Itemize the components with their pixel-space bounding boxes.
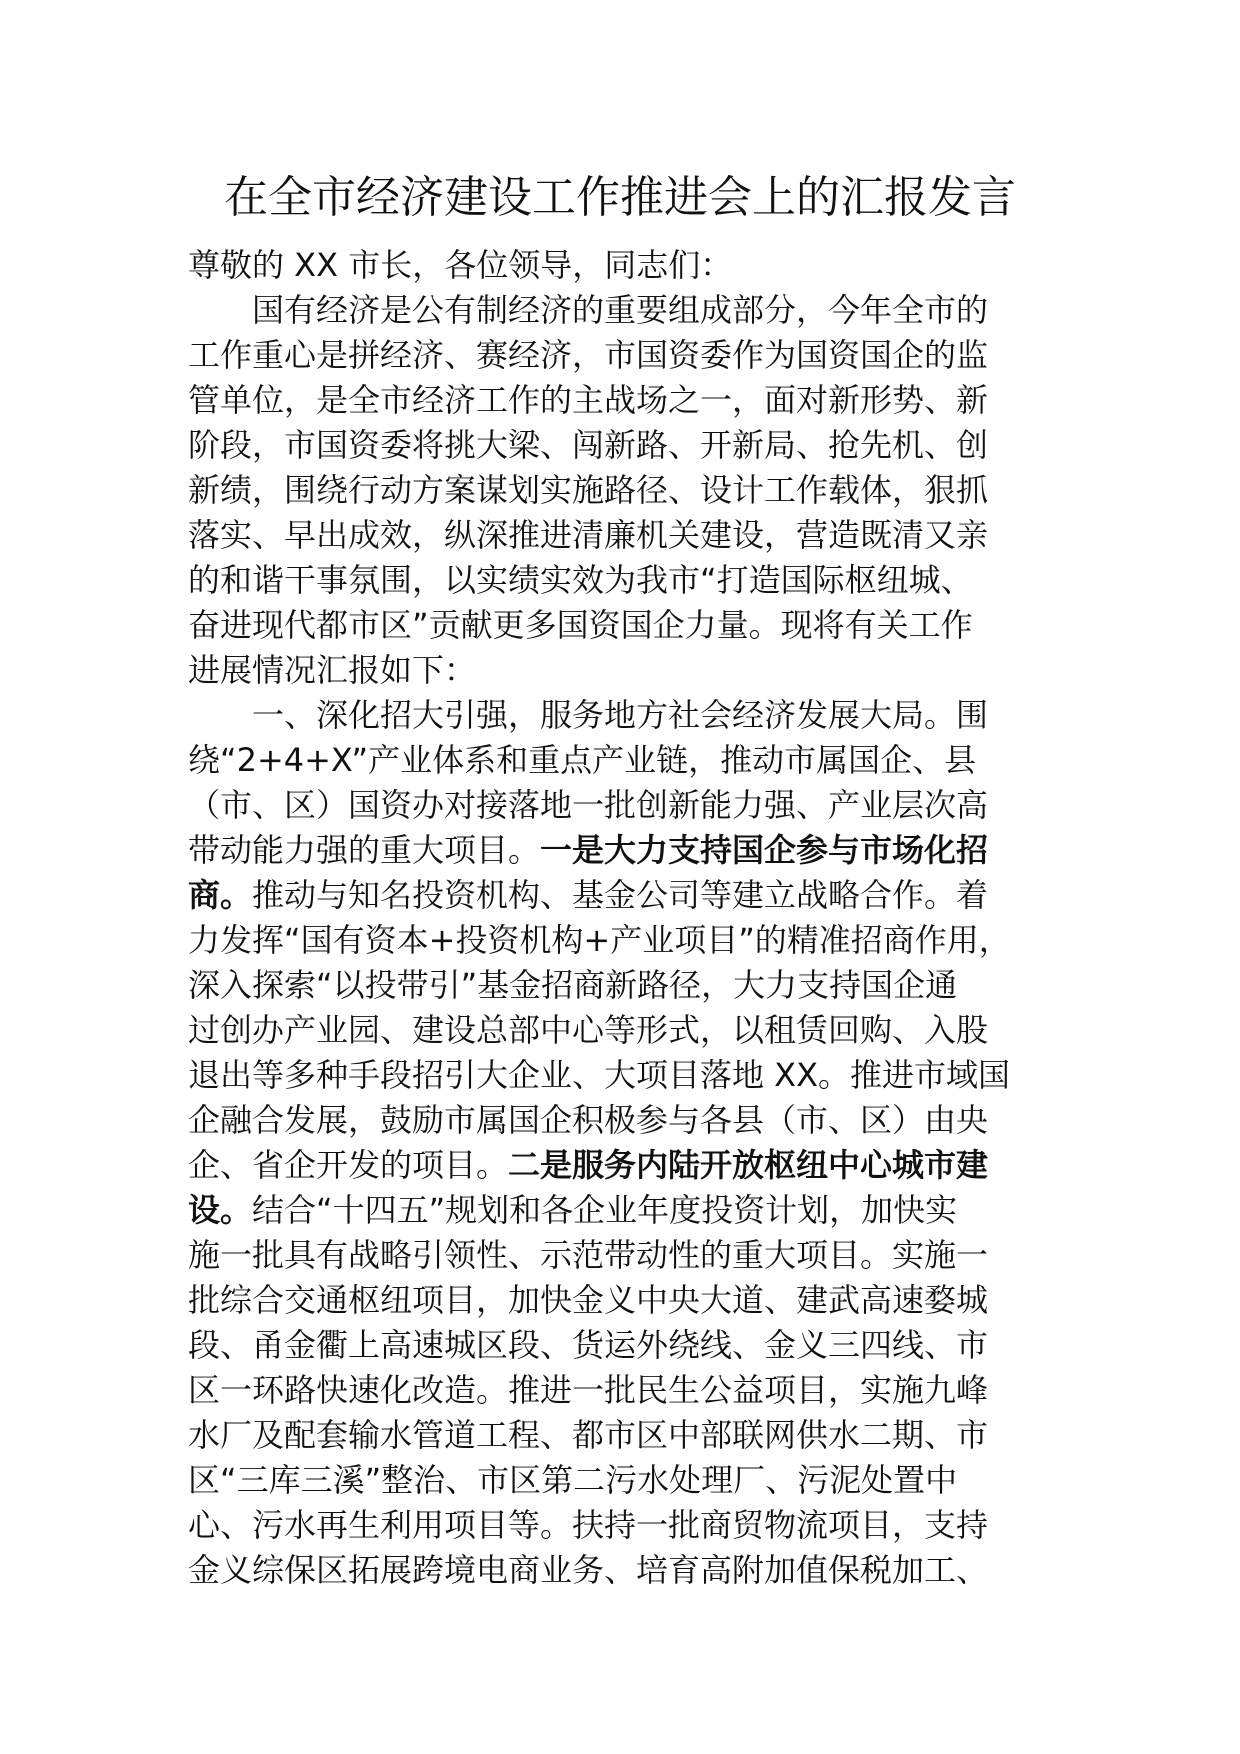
text-segment: 企、省企开发的项目。 [188, 1146, 509, 1184]
bold-text-segment: 二是服务内陆开放枢纽中心城市建 [508, 1146, 989, 1184]
text-line [188, 648, 1056, 693]
bold-text-segment: 设。 [188, 1191, 253, 1229]
text-line [188, 603, 1056, 648]
text-segment: 进展情况汇报如下： [188, 651, 477, 689]
text-line [188, 468, 1056, 513]
text-segment: 段、甬金衢上高速城区段、货运外绕线、金义三四线、市 [188, 1326, 989, 1364]
text-line [188, 1143, 1056, 1188]
text-line [188, 738, 1056, 783]
text-line [188, 513, 1056, 558]
text-segment: 工作重心是拼经济、赛经济，市国资委作为国资国企的监 [188, 336, 989, 374]
document-body [188, 243, 1056, 1593]
text-segment: 退出等多种手段招引大企业、大项目落地 XX。推进市域国 [188, 1056, 1011, 1094]
text-line [188, 1548, 1056, 1593]
text-line [188, 1413, 1056, 1458]
text-line [188, 1053, 1056, 1098]
text-line [188, 918, 1056, 963]
text-segment: 新绩，围绕行动方案谋划实施路径、设计工作载体，狠抓 [188, 471, 989, 509]
text-segment: 心、污水再生利用项目等。扶持一批商贸物流项目，支持 [188, 1506, 989, 1544]
text-segment: 水厂及配套输水管道工程、都市区中部联网供水二期、市 [188, 1416, 989, 1454]
text-line [188, 828, 1056, 873]
text-line [188, 873, 1056, 918]
text-segment: 批综合交通枢纽项目，加快金义中央大道、建武高速婺城 [188, 1281, 989, 1319]
text-line [188, 1503, 1056, 1548]
text-line [188, 423, 1056, 468]
text-segment: 结合“十四五”规划和各企业年度投资计划，加快实 [252, 1191, 958, 1229]
paragraph-lines [188, 288, 1056, 1593]
text-segment: 区“三库三溪”整治、市区第二污水处理厂、污泥处置中 [188, 1461, 958, 1499]
text-line [188, 1323, 1056, 1368]
text-segment: 国有经济是公有制经济的重要组成部分，今年全市的 [252, 291, 989, 329]
text-segment: （市、区）国资办对接落地一批创新能力强、产业层次高 [188, 786, 989, 824]
text-line [188, 783, 1056, 828]
text-segment: 推动与知名投资机构、基金公司等建立战略合作。着 [252, 876, 989, 914]
text-segment: 区一环路快速化改造。推进一批民生公益项目，实施九峰 [188, 1371, 989, 1409]
text-segment: 管单位，是全市经济工作的主战场之一，面对新形势、新 [188, 381, 989, 419]
text-line [188, 1233, 1056, 1278]
text-line [188, 558, 1056, 603]
text-segment: 落实、早出成效，纵深推进清廉机关建设，营造既清又亲 [188, 516, 989, 554]
text-segment: 一、深化招大引强，服务地方社会经济发展大局。围 [252, 696, 989, 734]
text-segment: 绕“2+4+X”产业体系和重点产业链，推动市属国企、县 [188, 741, 977, 779]
text-segment: 奋进现代都市区”贡献更多国资国企力量。现将有关工作 [188, 606, 973, 644]
text-segment: 企融合发展，鼓励市属国企积极参与各县（市、区）由央 [188, 1101, 989, 1139]
salutation: 尊敬的 XX 市长，各位领导，同志们： [188, 246, 733, 284]
text-segment: 的和谐干事氛围，以实绩实效为我市“打造国际枢纽城、 [188, 561, 973, 599]
text-line [188, 1458, 1056, 1503]
text-line [188, 333, 1056, 378]
text-segment: 金义综保区拓展跨境电商业务、培育高附加值保税加工、 [188, 1551, 989, 1589]
text-segment: 带动能力强的重大项目。 [188, 831, 541, 869]
text-line [188, 1278, 1056, 1323]
text-line [188, 1098, 1056, 1143]
text-line [188, 1008, 1056, 1053]
text-segment: 力发挥“国有资本+投资机构+产业项目”的精准招商作用， [188, 921, 1011, 959]
text-segment: 施一批具有战略引领性、示范带动性的重大项目。实施一 [188, 1236, 989, 1274]
text-line [188, 1368, 1056, 1413]
text-line [188, 963, 1056, 1008]
text-line [188, 693, 1056, 738]
text-line [188, 288, 1056, 333]
text-line [188, 1188, 1056, 1233]
text-segment: 深入探索“以投带引”基金招商新路径，大力支持国企通 [188, 966, 958, 1004]
text-line [188, 378, 1056, 423]
text-segment: 过创办产业园、建设总部中心等形式，以租赁回购、入股 [188, 1011, 989, 1049]
bold-text-segment: 一是大力支持国企参与市场化招 [540, 831, 989, 869]
bold-text-segment: 商。 [188, 876, 253, 914]
text-segment: 阶段，市国资委将挑大梁、闯新路、开新局、抢先机、创 [188, 426, 989, 464]
page-title: 在全市经济建设工作推进会上的汇报发言 [224, 172, 1016, 223]
